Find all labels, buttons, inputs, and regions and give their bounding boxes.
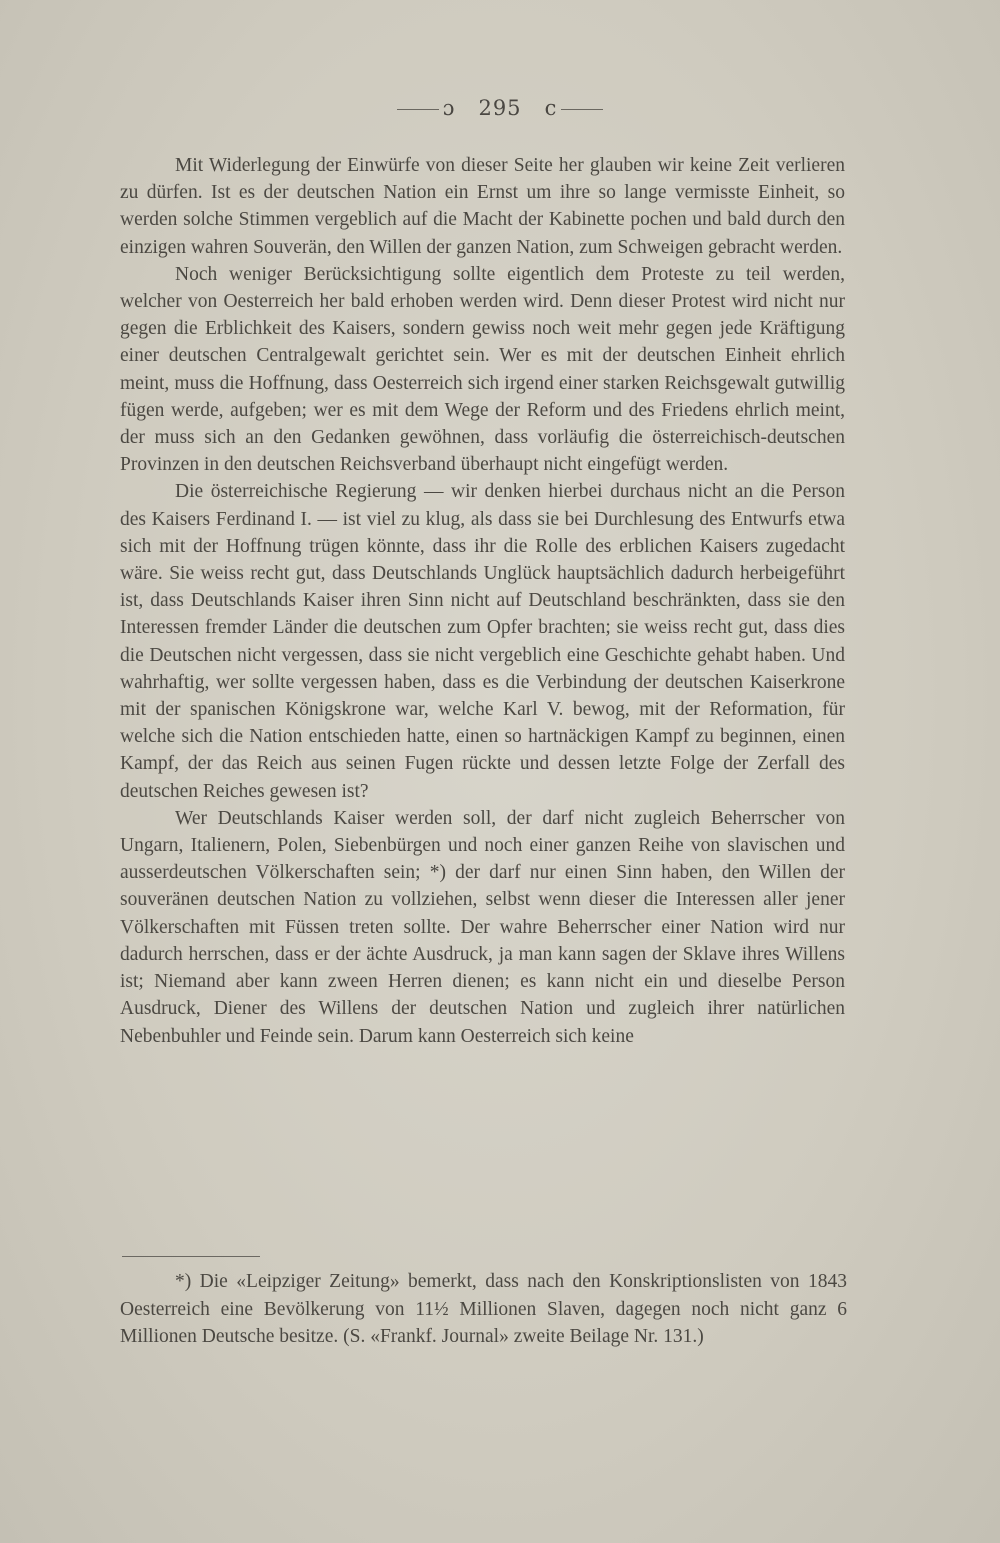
paragraph-2: Noch weniger Berücksichtigung sollte eigentlich dem Proteste zu teil werden, welcher von Oesterreich her bald erhoben werden wird. Denn dieser Protest wird nicht nur gegen die Erblichkeit des Kaisers, sondern gewiss noch weit mehr gegen jede Kräftigung einer deutschen Centralgewalt gerichtet sein. Wer es mit der deutschen Einheit ehrlich meint, muss die Hoffnung, dass Oesterreich sich irgend einer starken Reichsgewalt gutwillig fügen werde, aufgeben; wer es mit dem Wege der Reform und des Friedens ehrlich meint, der muss sich an den Gedanken gewöhnen, dass vorläufig die österreichisch-deutschen Provinzen in den deutschen Reichsverband überhaupt nicht eingefügt werden. (120, 263, 845, 476)
main-text (120, 152, 845, 1050)
header-right-ornament: c (544, 96, 558, 120)
header-right-rule (561, 109, 603, 110)
header-left-ornament: ɔ (442, 96, 456, 120)
page-header (0, 96, 1000, 120)
footnote-text: *) Die «Leipziger Zeitung» bemerkt, dass nach den Konskriptionslisten von 1843 Oesterreich eine Bevölkerung von 11½ Millionen Slaven, dagegen noch nicht ganz 6 Millionen Deutsche besitze. (S. «Frankf. Journal» zweite Beilage Nr. 131.) (120, 1271, 847, 1347)
paragraph-1: Mit Widerlegung der Einwürfe von dieser Seite her glauben wir keine Zeit verlieren zu dürfen. Ist es der deutschen Nation ein Ernst um ihre so lange vermisste Einheit, so werden solche Stimmen vergeblich auf die Macht der Kabinette pochen und bald durch den einzigen wahren Souverän, den Willen der ganzen Nation, zum Schweigen gebracht werden. (120, 155, 845, 258)
paragraph-4: Wer Deutschlands Kaiser werden soll, der darf nicht zugleich Beherrscher von Ungarn, Italienern, Polen, Siebenbürgen und noch einer ganzen Reihe von slavischen und ausserdeutschen Völkerschaften sein; *) der darf nur einen Sinn haben, den Willen der souveränen deutschen Nation zu vollziehen, selbst wenn dieser die Interessen aller jener Völkerschaften mit Füssen treten sollte. Der wahre Beherrscher einer Nation wird nur dadurch herrschen, dass er der ächte Ausdruck, ja man kann sagen der Sklave ihres Willens ist; Niemand aber kann zween Herren dienen; es kann nicht ein und dieselbe Person Ausdruck, Diener des Willens der deutschen Nation und zugleich ihrer natürlichen Nebenbuhler und Feinde sein. Darum kann Oesterreich sich keine (120, 807, 845, 1047)
page-number: 295 (478, 96, 522, 120)
footnote (120, 1268, 847, 1351)
paragraph-3: Die österreichische Regierung — wir denken hierbei durchaus nicht an die Person des Kaisers Ferdinand I. — ist viel zu klug, als dass sie bei Durchlesung des Entwurfs etwa sich mit der Hoffnung trügen könnte, dass ihr die Rolle des erblichen Kaisers zugedacht wäre. Sie weiss recht gut, dass Deutschlands Unglück hauptsächlich dadurch herbeigeführt ist, dass Deutschlands Kaiser ihren Sinn nicht auf Deutschland beschränkten, dass sie den Interessen fremder Länder die deutschen zum Opfer brachten; sie weiss recht gut, dass dies die Deutschen nicht vergessen, dass sie nicht vergeblich eine Geschichte gehabt haben. Und wahrhaftig, wer sollte vergessen haben, dass es die Verbindung der deutschen Kaiserkrone mit der spanischen Königskrone war, welche Karl V. bewog, mit der Reformation, für welche sich die Nation entschieden hatte, einen so hartnäckigen Kampf zu beginnen, einen Kampf, der das Reich aus seinen Fugen rückte und dessen letzte Folge der Zerfall des deutschen Reiches gewesen ist? (120, 481, 845, 802)
header-left-rule (397, 109, 439, 110)
footnote-divider (122, 1256, 260, 1257)
